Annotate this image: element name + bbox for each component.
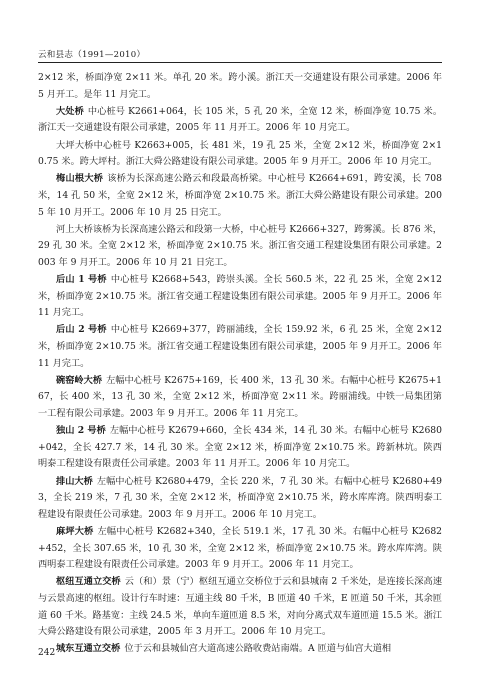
paragraph-text: 2×12 米，桥面净宽 2×11 米。单孔 20 米。跨小溪。浙江天一交通建设有限公司承建。2006 年 5 月开工。是年 11 月完工。: [38, 72, 442, 100]
paragraph: [38, 272, 442, 322]
paragraph-text: 左幅中心桩号 K2675+169，长 400 米，13 孔 30 米。右幅中心桩号 K2675+167，长 400 米，13 孔 30 米，全宽 2×12 米，桥面净宽 2×11 米。跨丽浦线。中铁一局集团第一工程有限公司承建。2003 年 9 月开工。2006 年 11 月完工。: [38, 374, 442, 420]
entry-heading: 碗窑岭大桥: [56, 374, 103, 386]
paragraph-text: 左幅中心桩号 K2680+479，全长 220 米，7 孔 30 米。右幅中心桩号 K2680+493，全长 219 米，7 孔 30 米，全宽 2×12 米，桥面净宽 2×10.75 米，跨水库库湾。陕西明泰工程建设有限责任公司承建。2003 年 9 月开工。2006 年 10 月完工。: [38, 475, 442, 520]
paragraph: [38, 171, 442, 221]
paragraph-text: 左幅中心桩号 K2682+340，全长 519.1 米，17 孔 30 米。右幅中心桩号 K2682+452，全长 307.65 米，10 孔 30 米，全宽 2×12 米，桥面净宽 2×10.75 米。跨水库库湾。陕西明泰工程建设有限责任公司承建。2003 年 9 月开工。2006 年 11 月完工。: [38, 525, 443, 571]
entry-heading: 排山大桥: [56, 475, 93, 487]
paragraph: [38, 222, 442, 272]
paragraph: [38, 423, 442, 473]
paragraph-text: 位于云和县城仙宫大道高速公路收费站南端。A 匝道与仙宫大道相: [124, 643, 392, 655]
paragraph-text: 该桥为长深高速公路云和段最高桥梁。中心桩号 K2664+691，跨安溪，长 708 米，14 孔 50 米，全宽 2×12 米，桥面净宽 2×10.75 米。浙江大舜公路建设有限公司承建。2005 年 10 月开工。2006 年 10 月 25 日完工。: [38, 173, 443, 218]
running-head-title: 云和县志（1991—2010）: [38, 50, 146, 60]
entry-heading: 后山 2 号桥: [56, 324, 107, 336]
paragraph: [38, 322, 442, 372]
paragraph: [38, 641, 442, 658]
paragraph-text: 河上大桥该桥为长深高速公路云和段第一大桥，中心桩号 K2666+327，跨雾溪。长 876 米，29 孔 30 米。全宽 2×12 米，桥面净宽 2×10.75 米。浙江省交通工程建设集团有限公司承建。2003 年 9 月开工。2006 年 10 月 21 日完工。: [38, 223, 442, 268]
header-rule: [38, 62, 442, 63]
paragraph-text: 中心桩号 K2668+543，跨崇头溪。全长 560.5 米，22 孔 25 米，全宽 2×12 米，桥面净宽 2×10.75 米。浙江省交通工程建设集团有限公司承建。2005 年 9 月开工。2006 年 11 月完工。: [38, 274, 442, 319]
paragraph-text: 大坪大桥中心桩号 K2663+005，长 481 米，19 孔 25 米，全宽 2×12 米，桥面净宽 2×10.75 米。跨大坪村。浙江大舜公路建设有限公司承建。2005 年 9 月开工。2006 年 10 月完工。: [38, 139, 442, 168]
entry-heading: 枢纽互通立交桥: [56, 576, 121, 588]
entry-heading: 城东互通立交桥: [56, 643, 121, 655]
page-number: 242: [38, 648, 56, 658]
paragraph-text: 云（和）景（宁）枢纽互通立交桥位于云和县城南 2 千米处，是连接长深高速与云景高速的枢纽。设计行车时速：互通主线 80 千米，B 匝道 40 千米，E 匝道 50 千米，其余匝道 60 千米。路基宽：主线 24.5 米，单向车道匝道 8.5 米，对向分离式双车道匝道 15.5 米。浙江大舜公路建设有限公司承建，2005 年 3 月开工。2006 年 10 月完工。: [38, 576, 443, 638]
paragraph-text: 左幅中心桩号 K2679+660，全长 434 米，14 孔 30 米。右幅中心桩号 K2680+042，全长 427.7 米，14 孔 30 米。全宽 2×12 米，桥面净宽 2×10.75 米。跨新林坑。陕西明泰工程建设有限责任公司承建。2003 年 11 月开工。2006 年 10 月完工。: [38, 425, 442, 470]
paragraph: [38, 524, 442, 574]
paragraph-text: 中心桩号 K2669+377，跨丽浦线，全长 159.92 米，6 孔 25 米，全宽 2×12 米，桥面净宽 2×10.75 米。浙江省交通工程建设集团有限公司承建，2005 年 9 月开工。2006 年 11 月完工。: [38, 324, 442, 369]
entry-heading: 大处桥: [56, 105, 84, 117]
paragraph-text: 中心桩号 K2661+064，长 105 米，5 孔 20 米，全宽 12 米，桥面净宽 10.75 米。浙江天一交通建设有限公司承建，2005 年 11 月开工。2006 年 10 月完工。: [38, 105, 443, 134]
paragraph: [38, 373, 442, 423]
entry-heading: 后山 1 号桥: [56, 274, 107, 286]
paragraph: [38, 474, 442, 524]
entry-heading: 独山 2 号桥: [56, 425, 106, 437]
body-text: [38, 70, 442, 659]
paragraph: [38, 104, 442, 137]
entry-heading: 麻坪大桥: [56, 525, 94, 537]
paragraph: [38, 70, 442, 103]
paragraph: [38, 574, 442, 640]
entry-heading: 梅山根大桥: [56, 173, 104, 185]
paragraph: [38, 138, 442, 171]
